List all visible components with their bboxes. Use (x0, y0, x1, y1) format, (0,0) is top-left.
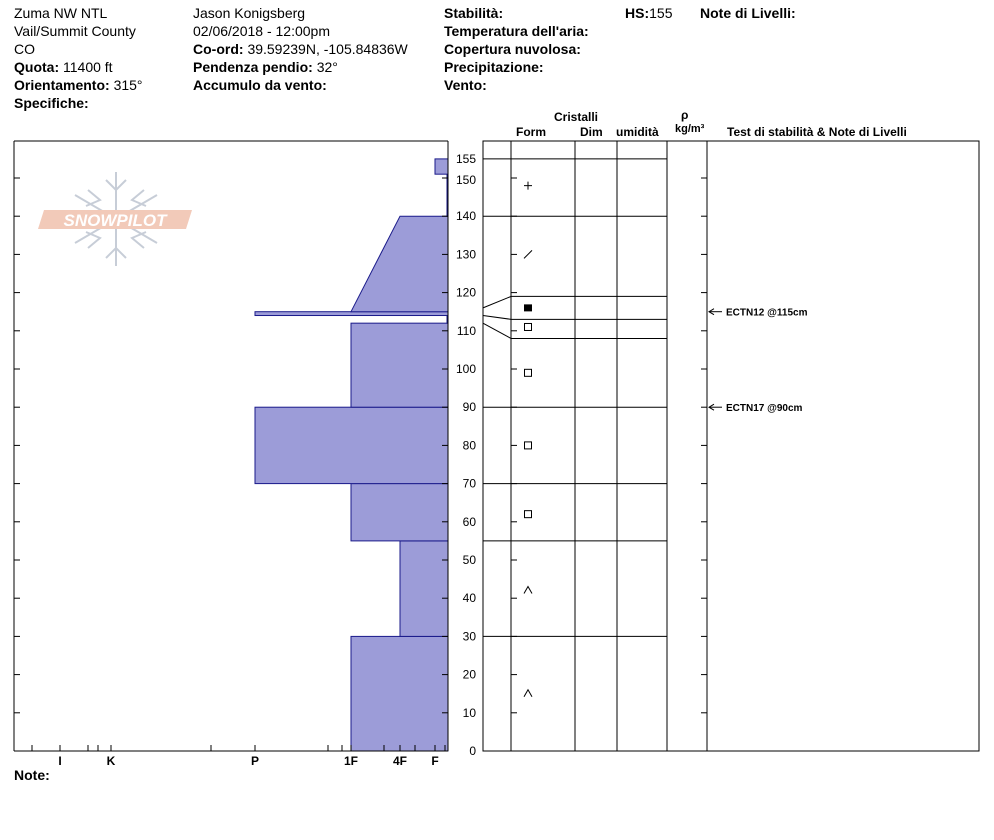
density-unit-header: kg/m³ (675, 123, 705, 135)
aspect-label: Orientamento: (14, 77, 110, 93)
y-tick-label-40: 40 (462, 591, 476, 606)
stability-tests (709, 308, 808, 415)
y-tick-label-130: 130 (455, 247, 476, 262)
grain-form-depth-hoar-1 (524, 587, 532, 594)
grain-form-solid-6 (525, 305, 532, 311)
observation-datetime: 02/06/2018 - 12:00pm (193, 23, 330, 39)
stability-label: Stabilità: (444, 5, 504, 21)
hardness-bar-3 (255, 407, 448, 483)
moisture-header: umidità (616, 125, 659, 139)
y-tick-label-10: 10 (462, 705, 476, 720)
wind-loading-label: Accumulo da vento: (193, 77, 327, 93)
stability-test-label-0: ECTN12 @115cm (726, 307, 808, 319)
y-tick-label-155: 155 (455, 151, 476, 166)
y-tick-label-60: 60 (462, 514, 476, 529)
region-name: Vail/Summit County (14, 23, 136, 39)
layer-connector-108 (483, 323, 511, 338)
layer-table-frame (483, 141, 979, 751)
hardness-bar-6 (255, 312, 448, 316)
y-tick-label-0: 0 (469, 744, 476, 758)
snowpilot-logo (38, 172, 192, 266)
logo-text: SNOWPILOT (63, 211, 167, 230)
hardness-label-4F: 4F (392, 754, 408, 768)
precipitation-label: Precipitazione: (444, 59, 544, 75)
hardness-bar-7 (351, 216, 448, 312)
y-tick-label-20: 20 (462, 667, 476, 682)
height-axis-labels (456, 152, 476, 758)
grain-forms (524, 182, 532, 697)
left-tick-marks (14, 178, 20, 751)
hardness-bar-2 (351, 484, 448, 541)
y-tick-label-80: 80 (462, 438, 476, 453)
y-tick-label-90: 90 (462, 400, 476, 415)
hardness-label-I: I (58, 754, 62, 768)
cloud-cover-label: Copertura nuvolosa: (444, 41, 581, 57)
wind-label: Vento: (444, 77, 487, 93)
elevation-label: Quota: (14, 59, 60, 75)
tests-header: Test di stabilità & Note di Livelli (727, 125, 907, 139)
hardness-bar-4 (351, 323, 448, 407)
hs-label: HS: (625, 5, 650, 21)
y-tick-label-30: 30 (462, 629, 476, 644)
y-tick-label-150: 150 (455, 173, 476, 187)
y-tick-label-50: 50 (462, 553, 476, 567)
notes-label: Note: (14, 767, 50, 783)
slope-label: Pendenza pendio: (193, 59, 313, 75)
hardness-label-F: F (431, 754, 439, 768)
y-tick-label-120: 120 (455, 285, 476, 300)
y-tick-label-110: 110 (456, 323, 476, 338)
y-tick-label-70: 70 (462, 476, 476, 491)
size-header: Dim (580, 125, 603, 139)
aspect-value: 315° (113, 77, 143, 93)
elevation-value: 11400 ft (63, 59, 113, 75)
coord-label: Co-ord: (193, 41, 244, 57)
layer-connector-119 (483, 296, 511, 307)
location-name: Zuma NW NTL (14, 5, 108, 21)
grain-form-faceted-4 (525, 369, 532, 376)
coord-value: 39.59239N, -105.84836W (247, 41, 408, 57)
layer-connector-113 (483, 316, 511, 320)
air-temp-label: Temperatura dell'aria: (444, 23, 589, 39)
specifics-label: Specifiche: (14, 95, 89, 111)
hardness-label-K: K (106, 754, 116, 768)
form-header: Form (516, 125, 546, 139)
grain-form-depth-hoar-0 (524, 690, 532, 697)
layer-notes-label: Note di Livelli: (700, 5, 796, 21)
hs-value: 155 (649, 5, 673, 21)
hardness-bar-9 (435, 159, 448, 174)
hardness-label-P: P (250, 754, 260, 768)
crystals-header: Cristalli (554, 110, 599, 124)
hardness-bar-1 (400, 541, 448, 637)
grain-form-faceted-3 (525, 442, 532, 449)
state-name: CO (14, 41, 35, 57)
y-tick-label-100: 100 (455, 362, 476, 376)
hardness-label-1F: 1F (343, 754, 359, 768)
observer-name: Jason Konigsberg (193, 5, 306, 21)
grain-form-decomposing-7 (524, 250, 532, 258)
hardness-bars (255, 159, 448, 751)
grain-form-faceted-2 (525, 511, 532, 518)
grain-form-faceted-5 (525, 323, 532, 330)
rho-header: ρ (681, 108, 689, 122)
y-tick-label-140: 140 (455, 209, 476, 224)
table-tick-marks (511, 178, 707, 751)
hardness-bar-0 (351, 636, 448, 751)
slope-value: 32° (316, 59, 338, 75)
stability-test-label-1: ECTN17 @90cm (726, 403, 803, 415)
